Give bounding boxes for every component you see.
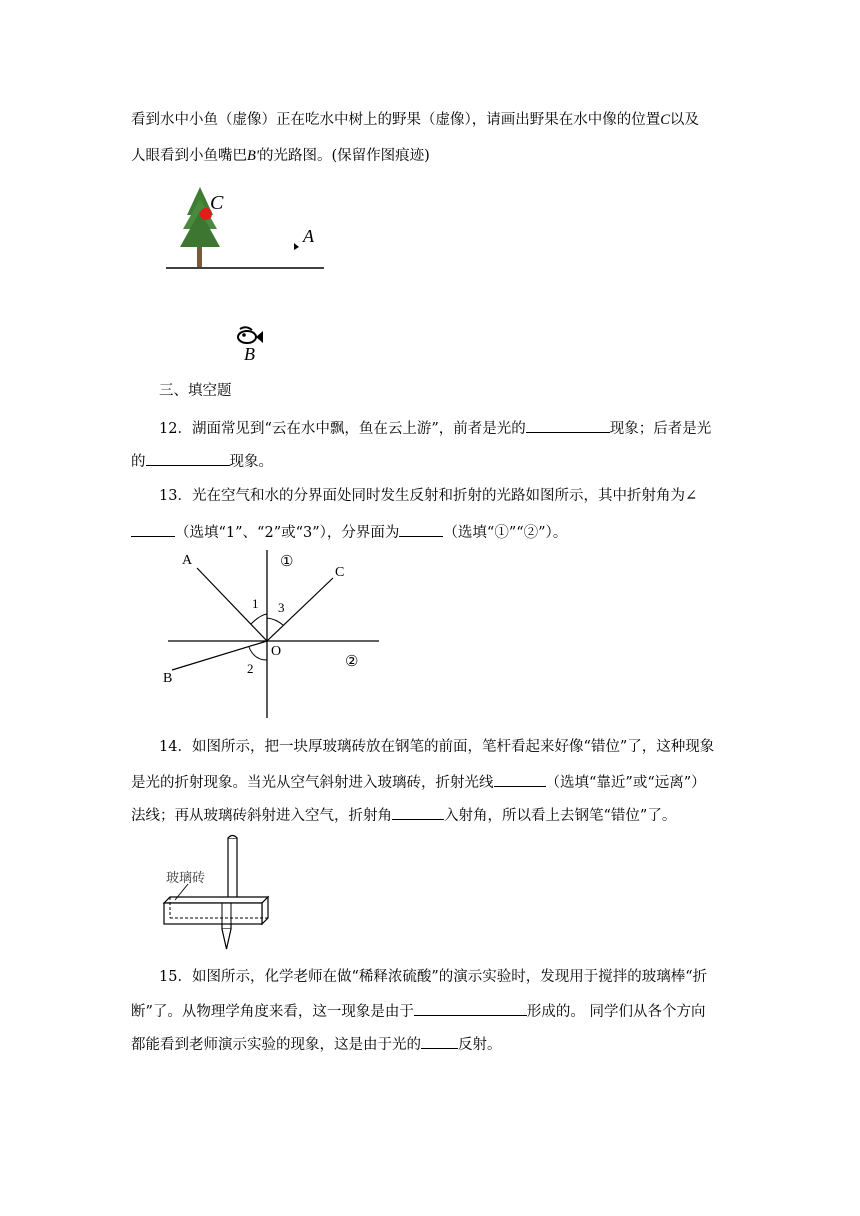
- ray-oc: [267, 578, 333, 641]
- angle-2-arc: [249, 647, 267, 660]
- q15-blank-2[interactable]: [421, 1033, 458, 1049]
- q13-blank-2[interactable]: [399, 521, 443, 537]
- q15-blank-1[interactable]: [414, 1000, 527, 1016]
- q13-line-1: 13．光在空气和水的分界面处同时发生反射和折射的光路如图所示，其中折射角为∠: [159, 488, 698, 504]
- q12-line-1: 12．湖面常见到“云在水中飘，鱼在云上游”，前者是光的 现象；后者是光: [159, 417, 711, 439]
- q13-line-2: （选填“1”、“2”或“3”），分界面为 （选填“①”“②”）。: [131, 521, 567, 543]
- q14-figure: [160, 836, 280, 956]
- region-1-label: ①: [280, 554, 294, 570]
- label-a: A: [182, 553, 193, 568]
- region-2-label: ②: [345, 654, 359, 670]
- label-a: A: [303, 226, 314, 246]
- q13-blank-1[interactable]: [131, 521, 175, 537]
- eye-icon: [294, 243, 299, 250]
- label-c: C: [210, 192, 224, 214]
- q15-line-1: 15．如图所示，化学老师在做“稀释浓硫酸”的演示实验时，发现用于搅拌的玻璃棒“折: [159, 969, 708, 985]
- q14-line-1: 14．如图所示，把一块厚玻璃砖放在钢笔的前面，笔杆看起来好像“错位”了，这种现象: [159, 739, 715, 755]
- q11-point-c: C: [660, 112, 670, 128]
- angle-1-label: 1: [252, 596, 259, 611]
- angle-3-label: 3: [278, 600, 285, 615]
- glass-brick: [164, 897, 268, 924]
- glass-brick-label: 玻璃砖: [166, 871, 206, 886]
- angle-2-label: 2: [247, 661, 254, 676]
- q13-figure: [160, 548, 385, 720]
- q11-line-1: 看到水中小鱼（虚像）正在吃水中树上的野果（虚像），请画出野果在水中像的位置C以及: [131, 112, 699, 128]
- q15-line-3: 都能看到老师演示实验的现象，这是由于光的 反射。: [131, 1033, 502, 1055]
- q14-blank-1[interactable]: [494, 771, 546, 787]
- q12-blank-1[interactable]: [526, 417, 610, 433]
- q14-line-2: 是光的折射现象。当光从空气斜射进入玻璃砖，折射光线 （选填“靠近”或“远离”）: [131, 771, 706, 793]
- label-c: C: [335, 565, 345, 580]
- section-title: 三、填空题: [159, 383, 232, 399]
- q14-blank-2[interactable]: [392, 804, 444, 820]
- pen-icon: [222, 836, 237, 950]
- q15-line-2: 断”了。从物理学角度来看，这一现象是由于 形成的。 同学们从各个方向: [131, 1000, 706, 1022]
- q12-line-2: 的 现象。: [131, 450, 273, 472]
- q11-point-b-prime: B': [247, 148, 259, 164]
- fish-icon: [238, 327, 263, 343]
- angle-1-arc: [251, 614, 267, 624]
- q11-figure: [160, 185, 330, 370]
- q14-line-3: 法线；再从玻璃砖斜射进入空气，折射角 入射角，所以看上去钢笔“错位”了。: [131, 804, 676, 826]
- angle-3-arc: [267, 618, 283, 625]
- label-b: B: [244, 344, 255, 364]
- q11-line-2: 人眼看到小鱼嘴巴B'的光路图。(保留作图痕迹): [131, 148, 430, 164]
- label-b: B: [163, 671, 173, 686]
- label-o: O: [271, 644, 282, 659]
- q12-blank-2[interactable]: [146, 450, 230, 466]
